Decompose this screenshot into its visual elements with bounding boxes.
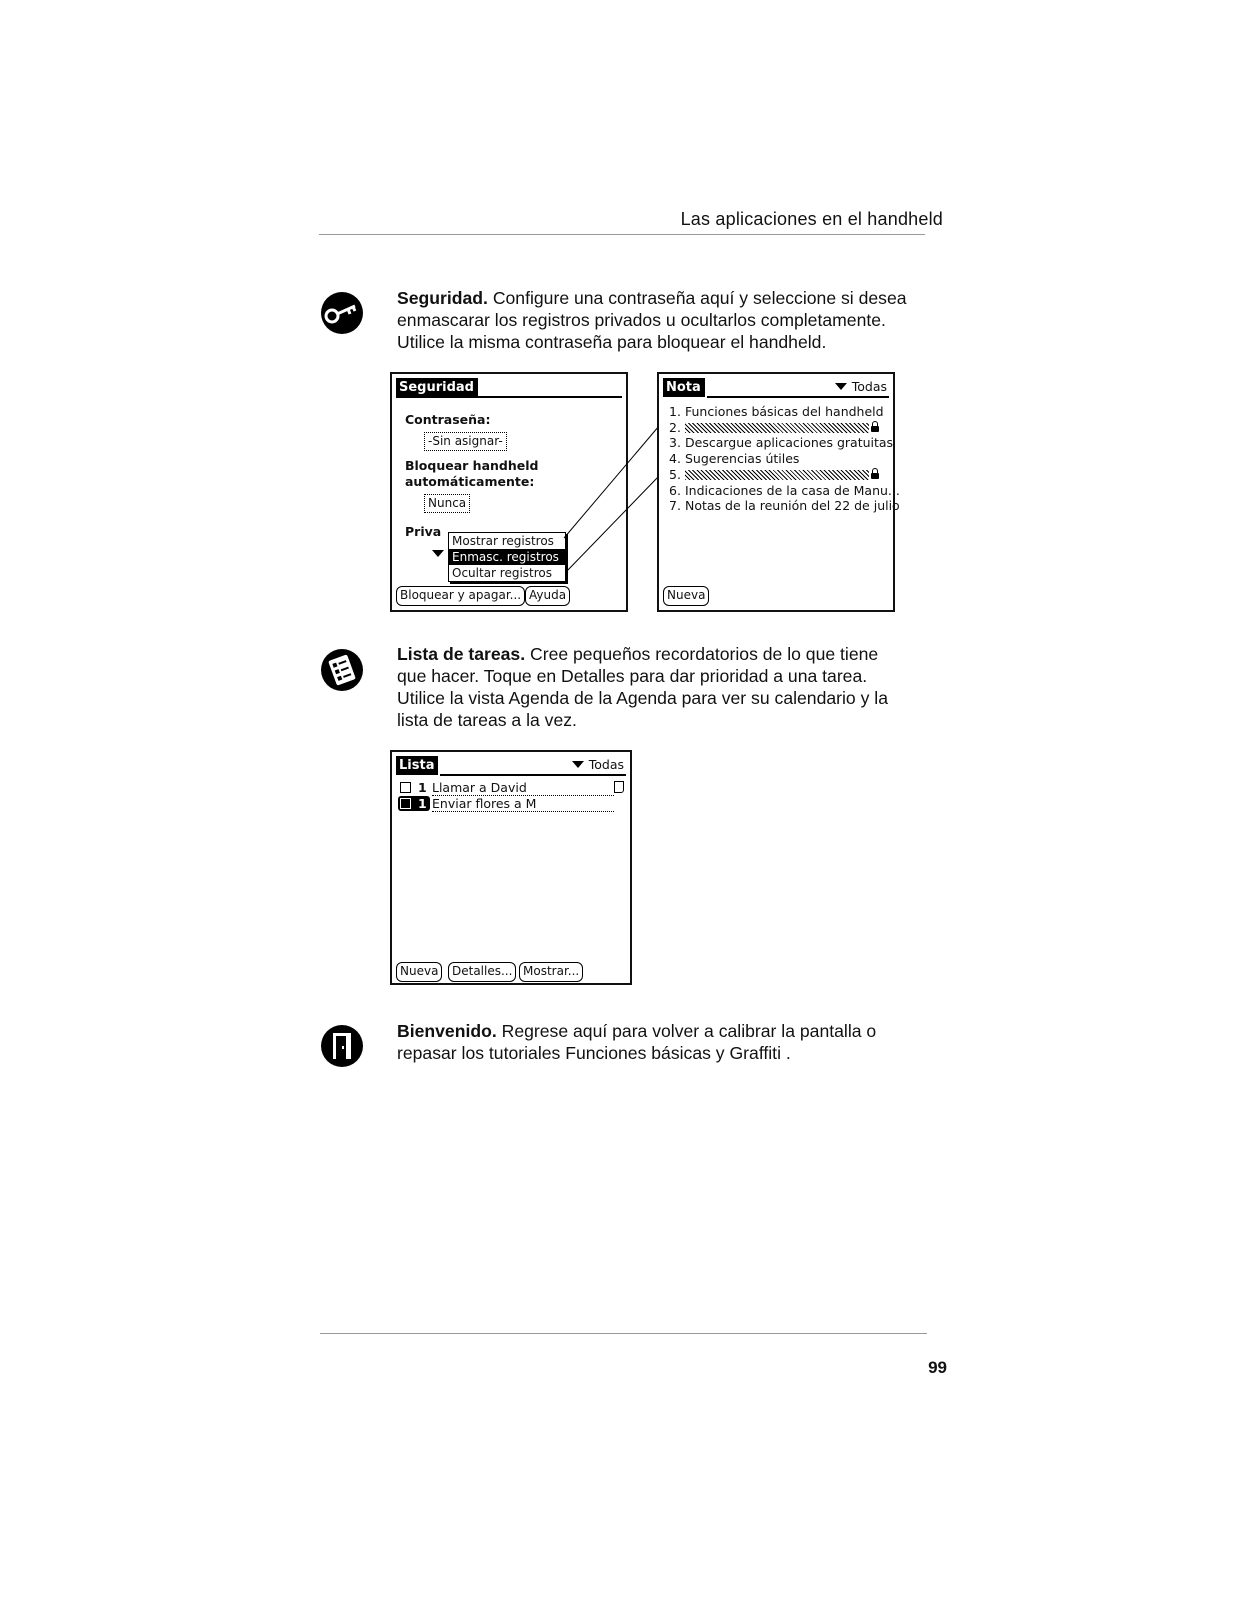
para-line: que hacer. Toque en Detalles para dar prioridad a una tarea. <box>397 666 868 686</box>
dropdown-arrow-icon[interactable] <box>432 550 444 557</box>
para-line: Utilice la vista Agenda de la Agenda para ver su calendario y la <box>397 688 888 708</box>
todo-row[interactable] <box>398 780 624 796</box>
todo-description[interactable]: Enviar flores a M <box>432 796 614 812</box>
note-icon[interactable] <box>614 781 624 793</box>
masked-record[interactable] <box>685 470 869 480</box>
dropdown-arrow-icon <box>835 383 847 390</box>
callout-lines <box>560 420 670 580</box>
todo-list-icon <box>320 648 364 692</box>
memo-number: 7. <box>669 498 681 514</box>
new-memo-button[interactable]: Nueva <box>663 586 709 606</box>
title-underline <box>440 774 626 776</box>
autolock-label: automáticamente: <box>405 474 535 489</box>
todo-screen <box>390 750 632 985</box>
memo-number: 2. <box>669 419 681 435</box>
section-title: Lista de tareas. <box>397 644 526 664</box>
memo-title[interactable]: Funciones básicas del handheld <box>685 404 884 419</box>
memo-row[interactable] <box>669 467 879 482</box>
header-rule <box>319 234 925 235</box>
memo-row[interactable] <box>669 435 893 450</box>
category-picker[interactable] <box>835 379 887 394</box>
memo-number: 4. <box>669 451 681 467</box>
lock-icon <box>871 473 879 479</box>
dropdown-arrow-icon <box>572 761 584 768</box>
para-line: Configure una contraseña aquí y seleccione si desea <box>492 288 907 308</box>
todo-checkbox[interactable] <box>400 782 411 793</box>
para-line: lista de tareas a la vez. <box>397 710 577 730</box>
security-paragraph <box>397 287 957 353</box>
lock-icon <box>871 426 879 432</box>
title-underline <box>396 396 622 398</box>
popup-option-show[interactable]: Mostrar registros <box>452 534 554 548</box>
show-button[interactable]: Mostrar... <box>519 962 583 982</box>
new-todo-button[interactable]: Nueva <box>396 962 442 982</box>
todo-row[interactable] <box>398 796 624 812</box>
autolock-label: Bloquear handheld <box>405 458 539 473</box>
memo-row[interactable] <box>669 451 799 466</box>
masked-record[interactable] <box>685 423 869 433</box>
footer-rule <box>320 1333 927 1334</box>
lock-and-off-button[interactable]: Bloquear y apagar... <box>396 586 525 606</box>
title-underline <box>707 396 889 398</box>
memo-row[interactable] <box>669 498 900 513</box>
memo-number: 1. <box>669 404 681 419</box>
private-records-label: Priva <box>405 524 442 539</box>
memo-screen <box>657 372 900 612</box>
memo-title[interactable]: Notas de la reunión del 22 de julio <box>685 498 900 514</box>
todo-checkbox[interactable] <box>400 798 411 809</box>
popup-option-hide[interactable]: Ocultar registros <box>452 566 553 580</box>
memo-number: 5. <box>669 466 681 482</box>
todo-priority[interactable]: 1 <box>418 796 427 811</box>
screen-title: Seguridad <box>396 378 478 397</box>
memo-row[interactable] <box>669 404 884 419</box>
category-label: Todas <box>851 379 887 394</box>
memo-number: 6. <box>669 482 681 498</box>
screen-title: Nota <box>663 378 705 397</box>
running-header: Las aplicaciones en el handheld <box>680 209 943 229</box>
para-line: Regrese aquí para volver a calibrar la pantalla o <box>501 1021 877 1041</box>
details-button[interactable]: Detalles... <box>448 962 516 982</box>
memo-title[interactable]: Sugerencias útiles <box>685 451 800 467</box>
memo-number: 3. <box>669 435 681 451</box>
section-title: Seguridad. <box>397 288 488 308</box>
todo-description[interactable]: Llamar a David <box>432 780 614 796</box>
para-line: repasar los tutoriales Funciones básicas y Graffiti . <box>397 1043 791 1063</box>
memo-title[interactable]: Descargue aplicaciones gratuitas <box>685 435 894 451</box>
autolock-field[interactable]: Nunca <box>424 494 470 513</box>
todo-priority[interactable]: 1 <box>418 780 427 795</box>
category-label: Todas <box>588 757 624 772</box>
memo-row[interactable] <box>669 420 879 435</box>
password-field[interactable]: -Sin asignar- <box>424 432 507 451</box>
key-icon <box>320 291 364 335</box>
screen-title: Lista <box>396 756 438 775</box>
para-line: Cree pequeños recordatorios de lo que tiene <box>530 644 879 664</box>
category-picker[interactable] <box>572 757 624 772</box>
page-number: 99 <box>928 1358 947 1377</box>
private-records-popup <box>448 532 566 582</box>
welcome-door-icon <box>320 1024 364 1068</box>
para-line: Utilice la misma contraseña para bloquear el handheld. <box>397 332 827 352</box>
todo-paragraph <box>397 643 957 731</box>
para-line: enmascarar los registros privados u ocultarlos completamente. <box>397 310 886 330</box>
section-title: Bienvenido. <box>397 1021 497 1041</box>
password-label: Contraseña: <box>405 412 491 427</box>
help-button[interactable]: Ayuda <box>525 586 570 606</box>
welcome-paragraph <box>397 1020 957 1064</box>
popup-option-mask[interactable]: Enmasc. registros <box>449 549 565 565</box>
memo-title[interactable]: Indicaciones de la casa de Manu... <box>685 482 900 498</box>
memo-row[interactable] <box>669 483 900 498</box>
